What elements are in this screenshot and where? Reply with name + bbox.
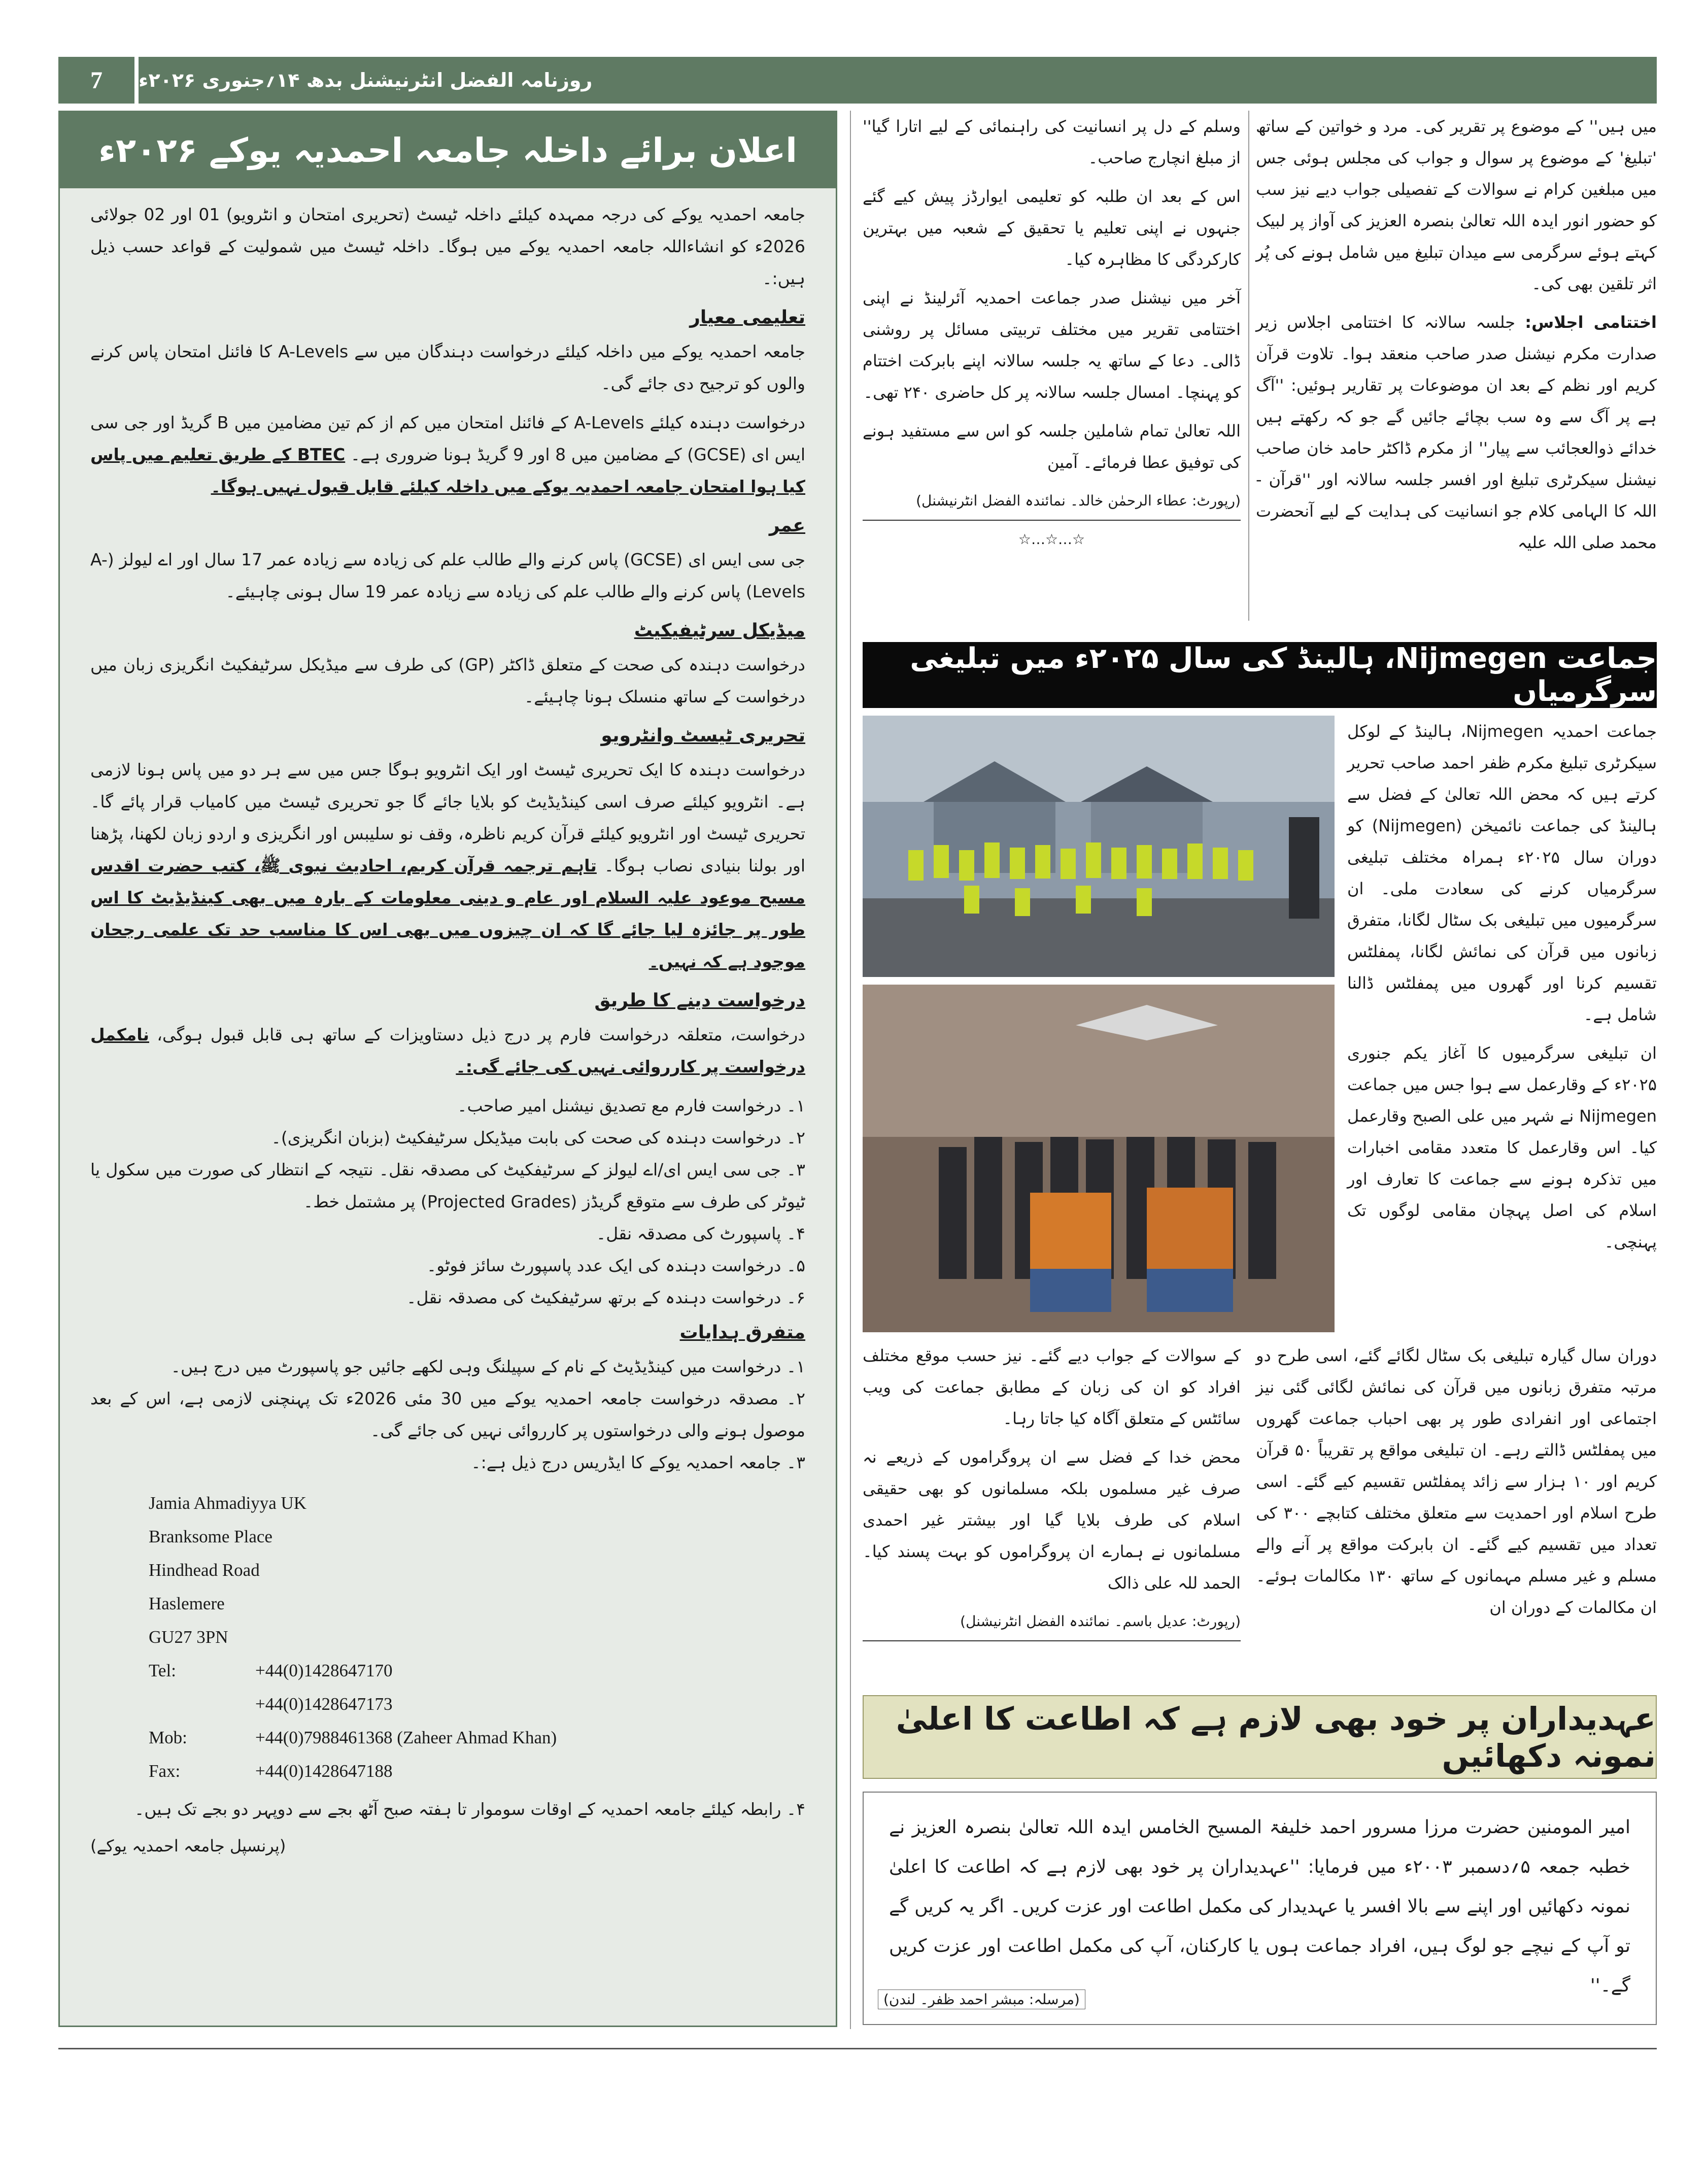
education-rule-1: جامعہ احمدیہ یوکے میں داخلہ کیلئے درخواست دہندگان میں سے A-Levels کا فائنل امتحان پاس کرنے والوں کو ترجیح دی جائے گی۔ <box>90 342 805 393</box>
contact-label: Tel: <box>149 1661 176 1680</box>
heading-medical: میڈیکل سرٹیفیکیٹ <box>634 620 805 641</box>
volunteers-photo <box>863 716 1335 977</box>
nijmegen-text: دوران سال گیارہ تبلیغی بک سٹال لگائے گئے، اسی طرح دو مرتبہ متفرق زبانوں میں قرآن کی نمائش لگائی گئی نیز اجتماعی اور انفرادی طور پر بھی احباب جماعت گھروں میں پمفلٹس ڈالتے رہے۔ ان تبلیغی مواقع پر تقریباً ۵۰ قرآن کریم اور ۱۰ ہزار سے زائد پمفلٹس تقسیم کیے گئے۔ اسی طرح اسلام اور احمدیت سے متعلق مختلف کتابچے ۳۰۰ کی تعداد میں تقسیم کیے گئے۔ ان بابرکت مواقع پر آنے والے مسلم و غیر مسلم مہمانوں کے ساتھ ۱۳۰ مکالمات ہوئے۔ ان مکالمات کے دوران ان <box>1256 1346 1657 1617</box>
nijmegen-text: جماعت احمدیہ Nijmegen، ہالینڈ کے لوکل سیکرٹری تبلیغ مکرم ظفر احمد صاحب تحریر کرتے ہیں کہ محض اللہ تعالیٰ کے فضل سے ہالینڈ کی جماعت نائمیخن (Nijmegen) کو دوران سال ۲۰۲۵ء ہمراہ مختلف تبلیغی سرگرمیاں کرنے کی سعادت ملی۔ ان سرگرمیوں میں تبلیغی بک سٹال لگانا، متفرق زبانوں میں قرآن کی نمائش لگانا، پمفلٹس تقسیم کرنا اور گھروں میں پمفلٹس ڈالنا شامل ہے۔ <box>1347 722 1657 1024</box>
nijmegen-credit: (رپورٹ: عدیل باسم۔ نمائندہ الفضل انٹرنیشنل) <box>863 1606 1241 1641</box>
address-line: Haslemere <box>149 1594 225 1613</box>
column-divider <box>1248 111 1249 621</box>
doc-item: ۲۔ درخواست دہندہ کی صحت کی بابت میڈیکل سرٹیفکیٹ (بزبان انگریزی)۔ <box>271 1128 805 1148</box>
contact-value[interactable]: +44(0)1428647173 <box>255 1694 393 1714</box>
heading-education: تعلیمی معیار <box>690 307 805 328</box>
heading-test: تحریری ٹیسٹ وانٹرویو <box>601 725 805 746</box>
nijmegen-text: محض خدا کے فضل سے ان پروگراموں کے ذریعے نہ صرف غیر مسلموں بلکہ مسلمانوں کو بھی حقیقی اسلام کی طرف بلایا گیا اور بیشتر غیر احمدی مسلمانوں نے ہمارے ان پروگراموں کو بہت پسند کیا۔ الحمد للہ علی ذالک <box>863 1447 1241 1593</box>
nijmegen-report-low-right <box>1256 1340 1657 1630</box>
address-line: GU27 3PN <box>149 1627 228 1647</box>
medical-rule: درخواست دہندہ کی صحت کے متعلق ڈاکٹر (GP) کی طرف سے میڈیکل سرٹیفکیٹ انگریزی زبان میں درخواست کے ساتھ منسلک ہونا چاہیئے۔ <box>90 655 805 706</box>
doc-item: ۶۔ درخواست دہندہ کے برتھ سرٹیفکیٹ کی مصدقہ نقل۔ <box>406 1288 805 1307</box>
jalsa-mid-text: اللہ تعالیٰ تمام شاملین جلسہ کو اس سے مستفید ہونے کی توفیق عطا فرمائے۔ آمین <box>863 421 1241 472</box>
apply-rule-emphasis: نامکمل درخواست پر کارروائی نہیں کی جائے گی:۔ <box>90 1025 805 1076</box>
column-divider <box>850 111 851 2029</box>
page-number: 7 <box>58 57 134 104</box>
contact-row <box>149 1721 805 1755</box>
address-block <box>90 1487 805 1788</box>
admission-title: اعلان برائے داخلہ جامعہ احمدیہ یوکے ۲۰۲۶ء <box>60 112 836 188</box>
address-line: Jamia Ahmadiyya UK <box>149 1493 307 1513</box>
nijmegen-text: ان تبلیغی سرگرمیوں کا آغاز یکم جنوری ۲۰۲۵ء کے وقارعمل سے ہوا جس میں جماعت Nijmegen نے شہر میں علی الصبح وقارعمل کیا۔ اس وقارعمل کا متعدد مقامی اخبارات میں تذکرہ ہونے سے جماعت کا تعارف اور اسلام کی اصل پہچان مقامی لوگوں تک پہنچی۔ <box>1347 1043 1657 1252</box>
address-line: Hindhead Road <box>149 1560 260 1580</box>
jalsa-mid-text: وسلم کے دل پر انسانیت کی راہنمائی کے لیے اتارا گیا'' از مبلغ انچارج صاحب۔ <box>863 117 1241 167</box>
contact-value[interactable]: +44(0)7988461368 (Zaheer Ahmad Khan) <box>255 1728 557 1747</box>
admission-intro: جامعہ احمدیہ یوکے کی درجہ ممہدہ کیلئے داخلہ ٹیسٹ (تحریری امتحان و انٹرویو) 01 اور 02 جولائی 2026ء کو انشاءاللہ جامعہ احمدیہ یوکے میں ہوگا۔ داخلہ ٹیسٹ میں شمولیت کے قواعد حسب ذیل ہیں:۔ <box>90 205 805 288</box>
nijmegen-report-right <box>1347 716 1657 1265</box>
obedience-quote: امیر المومنین حضرت مرزا مسرور احمد خلیفۃ المسیح الخامس ایدہ اللہ تعالیٰ بنصرہ العزیز نے خطبہ جمعہ ۵؍دسمبر ۲۰۰۳ء میں فرمایا: ''عہدیداران پر خود بھی لازم ہے کہ اطاعت کا اعلیٰ نمونہ دکھائیں اور اپنے سے بالا افسر یا عہدیدار کی مکمل اطاعت اور عزت کریں۔ اگر یہ کریں گے تو آپ کے نیچے جو لوگ ہیں، افراد جماعت ہوں یا کارکنان، آپ کی مکمل اطاعت اور عزت کریں گے۔'' <box>863 1792 1657 2025</box>
apply-rule <box>90 1019 805 1083</box>
jalsa-credit: (رپورٹ: عطاء الرحمٰن خالد۔ نمائندہ الفضل انٹرنیشنل) <box>863 485 1241 521</box>
doc-item: ۱۔ درخواست فارم مع تصدیق نیشنل امیر صاحب۔ <box>457 1096 805 1116</box>
contact-row <box>149 1654 805 1688</box>
doc-item: ۵۔ درخواست دہندہ کی ایک عدد پاسپورٹ سائز فوٹو۔ <box>426 1256 805 1275</box>
contact-label: Mob: <box>149 1728 187 1747</box>
footer-rule <box>58 2048 1657 2049</box>
contact-value[interactable]: +44(0)1428647170 <box>255 1661 393 1680</box>
obedience-credit: (مرسلہ: مبشر احمد ظفر۔ لندن) <box>878 1990 1085 2009</box>
contact-label <box>149 1688 255 1721</box>
nijmegen-title: جماعت Nijmegen، ہالینڈ کی سال ۲۰۲۵ء میں تبلیغی سرگرمیاں <box>863 642 1657 708</box>
heading-age: عمر <box>769 515 805 536</box>
education-rule-2-text: درخواست دہندہ کیلئے A-Levels کے فائنل امتحان میں کم از کم تین مضامین میں B گریڈ اور جی سی ایس ای (GCSE) کے مضامین میں 8 اور 9 گریڈ ہونا ضروری ہے۔ <box>90 413 805 464</box>
misc-item: ۱۔ درخواست میں کینڈیڈیٹ کے نام کے سپیلنگ وہی لکھے جائیں جو پاسپورٹ میں درج ہیں۔ <box>170 1357 805 1376</box>
age-rule: جی سی ایس ای (GCSE) پاس کرنے والے طالب علم کی زیادہ سے زیادہ عمر 17 سال اور اے لیولز (A-Levels) پاس کرنے والے طالب علم کی زیادہ سے زیادہ عمر 19 سال ہونی چاہیئے۔ <box>90 550 805 601</box>
test-rule <box>90 754 805 977</box>
jalsa-closing <box>1256 307 1657 558</box>
jalsa-report-mid <box>863 111 1241 618</box>
admission-body <box>60 188 836 1862</box>
nijmegen-text: کے سوالات کے جواب دیے گئے۔ نیز حسب موقع مختلف افراد کو ان کی زبان کے مطابق جماعت کی ویب سائٹس کے متعلق آگاہ کیا جاتا رہا۔ <box>863 1346 1241 1428</box>
jalsa-report-right <box>1256 111 1657 618</box>
contact-row <box>149 1755 805 1788</box>
address-line: Branksome Place <box>149 1527 272 1546</box>
doc-item: ۳۔ جی سی ایس ای/اے لیولز کے سرٹیفکیٹ کی مصدقہ نقل۔ نتیجہ کے انتظار کی صورت میں سکول یا ٹیوٹر کی طرف سے متوقع گریڈز (Projected Grades) پر مشتمل خط۔ <box>90 1160 805 1211</box>
contact-value[interactable]: +44(0)1428647188 <box>255 1761 393 1781</box>
contact-hours: ۴۔ رابطہ کیلئے جامعہ احمدیہ کے اوقات سوموار تا ہفتہ صبح آٹھ بجے سے دوپہر دو بجے تک ہیں۔ <box>134 1799 805 1819</box>
heading-apply: درخواست دینے کا طریق <box>594 990 805 1011</box>
heading-misc: متفرق ہدایات <box>679 1322 805 1343</box>
jalsa-closing-text: جلسہ سالانہ کا اختتامی اجلاس زیر صدارت مکرم نیشنل صدر صاحب منعقد ہوا۔ تلاوت قرآن کریم اور نظم کے بعد ان موضوعات پر تقاریر ہوئیں: ''آگ ہے پر آگ سے وہ سب بچائے جائیں گے جو کہ رکھتے ہیں خدائے ذوالعجائب سے پیار'' از مکرم ڈاکٹر حامد خان صاحب نیشنل سیکرٹری تبلیغ اور افسر جلسہ سالانہ اور ''قرآن - اللہ کا الہامی کلام جو انسانیت کی ہدایت کے لیے آنحضرت محمد صلی اللہ علیہ <box>1256 313 1657 552</box>
misc-item: ۲۔ مصدقہ درخواست جامعہ احمدیہ یوکے میں 30 مئی 2026ء تک پہنچنی لازمی ہے، اس کے بعد موصول ہونے والی درخواستوں پر کارروائی نہیں کی جائے گی۔ <box>90 1389 805 1440</box>
stars-divider: ☆…☆…☆ <box>1018 531 1085 548</box>
jalsa-closing-heading: اختتامی اجلاس: <box>1525 313 1657 332</box>
principal-signature: (پرنسپل جامعہ احمدیہ یوکے) <box>90 1836 286 1856</box>
misc-item: ۳۔ جامعہ احمدیہ یوکے کا ایڈریس درج ذیل ہے:۔ <box>471 1453 805 1472</box>
contact-label: Fax: <box>149 1761 181 1781</box>
btec-rule: BTEC کے طریق تعلیم میں پاس کیا ہوا امتحان جامعہ احمدیہ یوکے میں داخلہ کیلئے قابل قبول نہیں ہوگا۔ <box>90 445 805 496</box>
nijmegen-report-low-mid <box>863 1340 1241 1641</box>
test-rule-text: درخواست دہندہ کا ایک تحریری ٹیسٹ اور ایک انٹرویو ہوگا جس میں سے ہر دو میں پاس ہونا لازمی ہے۔ انٹرویو کیلئے صرف اسی کینڈیڈیٹ کو بلایا جائے گا جو تحریری ٹیسٹ میں کامیاب قرار پائے گا۔ تحریری ٹیسٹ اور انٹرویو کیلئے قرآن کریم ناظرہ، وقف نو سلیبس اور انگریزی و اردو زبان لکھنا، پڑھنا اور بولنا بنیادی نصاب ہوگا۔ <box>90 760 805 875</box>
contact-row <box>149 1688 805 1721</box>
admission-announcement <box>58 111 837 2027</box>
book-stall-photo <box>863 985 1335 1332</box>
apply-rule-text: درخواست، متعلقہ درخواست فارم پر درج ذیل دستاویزات کے ساتھ ہی قابل قبول ہوگی، <box>157 1025 805 1044</box>
page-header <box>58 57 1657 104</box>
education-rule-2 <box>90 407 805 502</box>
jalsa-right-text: میں ہیں'' کے موضوع پر تقریر کی۔ مرد و خواتین کے ساتھ 'تبلیغ' کے موضوع پر سوال و جواب کی مجلس ہوئی جس میں مبلغین کرام نے سوالات کے تفصیلی جواب دیے نیز سب کو حضور انور ایدہ اللہ تعالیٰ بنصرہ العزیز کی آواز پر لبیک کہتے ہوئے سرگرمی سے میدان تبلیغ میں شامل ہونے کی پُر اثر تلقین بھی کی۔ <box>1256 117 1657 293</box>
obedience-title: عہدیداران پر خود بھی لازم ہے کہ اطاعت کا اعلیٰ نمونہ دکھائیں <box>863 1695 1657 1779</box>
jalsa-mid-text: آخر میں نیشنل صدر جماعت احمدیہ آئرلینڈ نے اپنی اختتامی تقریر میں مختلف تربیتی مسائل پر روشنی ڈالی۔ دعا کے ساتھ یہ جلسہ سالانہ اپنے بابرکت اختتام کو پہنچا۔ امسال جلسہ سالانہ پر کل حاضری ۲۴۰ تھی۔ <box>863 288 1241 402</box>
masthead: روزنامہ الفضل انٹرنیشنل بدھ ۱۴؍جنوری ۲۰۲۶ء <box>139 57 1657 104</box>
test-rule-emphasis: تاہم ترجمہ قرآن کریم، احادیث نبوی ﷺ، کتب حضرت اقدس مسیح موعود علیہ السلام اور عام و دینی معلومات کے بارہ میں بھی کینڈیڈیٹ کا اس طور پر جائزہ لیا جائے گا کہ ان چیزوں میں بھی اس کا مناسب حد تک علمی رجحان موجود ہے کہ نہیں۔ <box>90 856 805 971</box>
jalsa-mid-text: اس کے بعد ان طلبہ کو تعلیمی ایوارڈز پیش کیے گئے جنہوں نے اپنی تعلیم یا تحقیق کے شعبہ میں بہترین کارکردگی کا مظاہرہ کیا۔ <box>863 187 1241 269</box>
doc-item: ۴۔ پاسپورٹ کی مصدقہ نقل۔ <box>596 1224 805 1243</box>
